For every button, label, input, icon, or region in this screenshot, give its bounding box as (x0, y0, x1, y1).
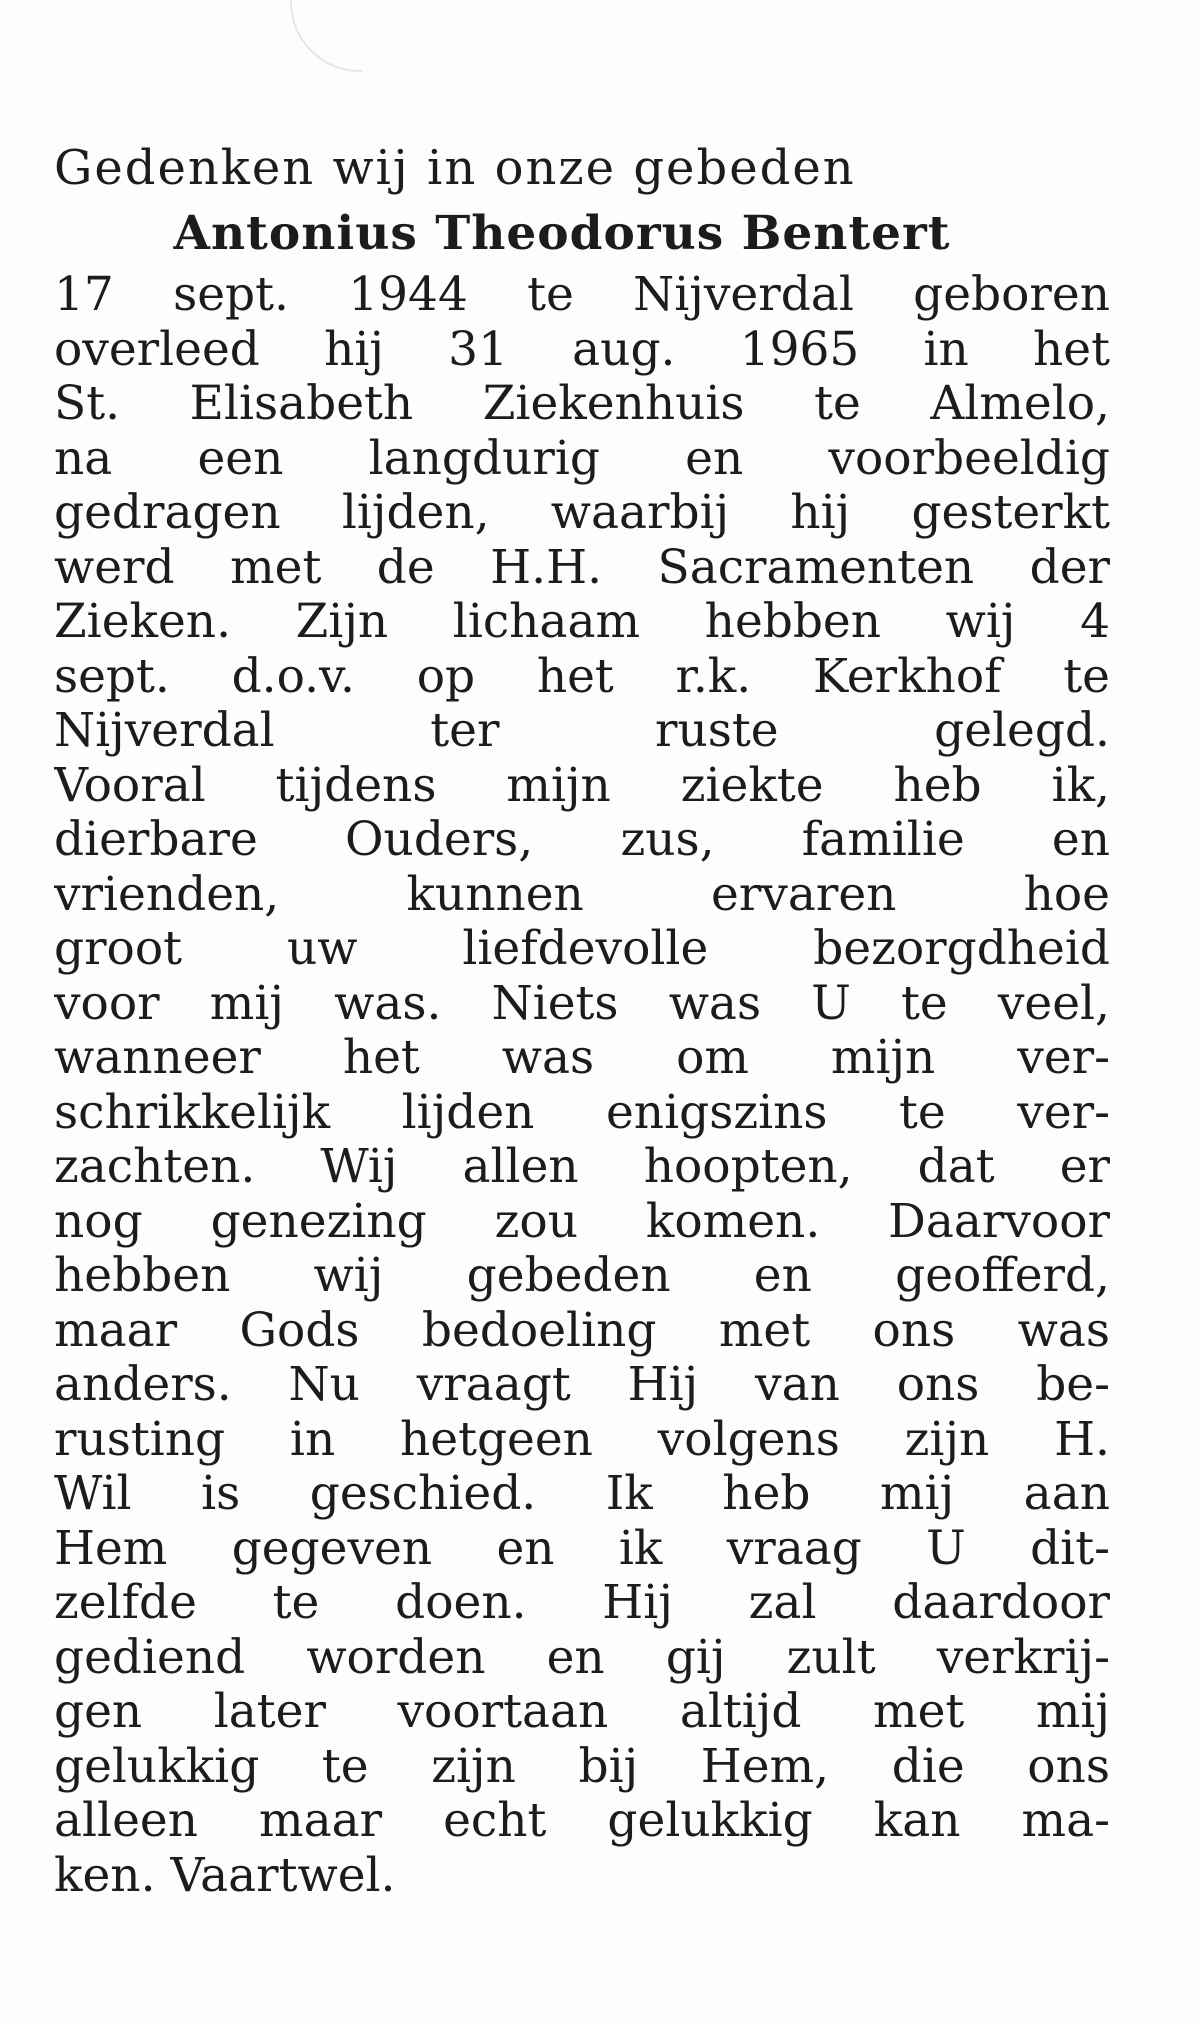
text-line: hebben wij gebeden en geofferd, (54, 1249, 1110, 1303)
text-line: nog genezing zou komen. Daarvoor (54, 1194, 1110, 1249)
text-line: gediend worden en gij zult verkrij- (54, 1630, 1110, 1685)
text-line: Wil is geschied. Ik heb mij aan (54, 1467, 1110, 1521)
text-line: overleed hij 31 aug. 1965 in het (54, 322, 1110, 377)
text-line: Vooral tijdens mijn ziekte heb ik, (54, 758, 1110, 813)
text-line: dierbare Ouders, zus, familie en (54, 813, 1110, 867)
memorial-text (54, 138, 1110, 1903)
memorial-body (54, 268, 1110, 1903)
text-line: groot uw liefdevolle bezorgdheid (54, 922, 1110, 976)
text-line: alleen maar echt gelukkig kan ma- (54, 1794, 1110, 1848)
text-line: St. Elisabeth Ziekenhuis te Almelo, (54, 377, 1110, 431)
text-line: voor mij was. Niets was U te veel, (54, 976, 1110, 1031)
text-line: sept. d.o.v. op het r.k. Kerkhof te (54, 649, 1110, 704)
text-line: Nijverdal ter ruste gelegd. (54, 704, 1110, 758)
text-line: werd met de H.H. Sacramenten der (54, 540, 1110, 595)
text-line: zelfde te doen. Hij zal daardoor (54, 1576, 1110, 1630)
text-line: wanneer het was om mijn ver- (54, 1031, 1110, 1085)
deceased-name: Antonius Theodorus Bentert (173, 206, 951, 261)
text-line: Hem gegeven en ik vraag U dit- (54, 1521, 1110, 1576)
text-line: gedragen lijden, waarbij hij gesterkt (54, 486, 1110, 540)
text-line: na een langdurig en voorbeeldig (54, 431, 1110, 486)
intro-line: Gedenken wij in onze gebeden (54, 140, 856, 196)
text-line: maar Gods bedoeling met ons was (54, 1303, 1110, 1358)
text-line: zachten. Wij allen hoopten, dat er (54, 1140, 1110, 1194)
text-line: vrienden, kunnen ervaren hoe (54, 867, 1110, 922)
text-line: gelukkig te zijn bij Hem, die ons (54, 1739, 1110, 1794)
text-line: 17 sept. 1944 te Nijverdal geboren (54, 268, 1110, 322)
text-line: schrikkelijk lijden enigszins te ver- (54, 1085, 1110, 1140)
text-line: rusting in hetgeen volgens zijn H. (54, 1412, 1110, 1467)
card-corner-mark (290, 0, 362, 72)
text-line: gen later voortaan altijd met mij (54, 1685, 1110, 1739)
text-line: Zieken. Zijn lichaam hebben wij 4 (54, 595, 1110, 649)
text-line: ken. Vaartwel. (54, 1848, 396, 1903)
text-line: anders. Nu vraagt Hij van ons be- (54, 1358, 1110, 1412)
